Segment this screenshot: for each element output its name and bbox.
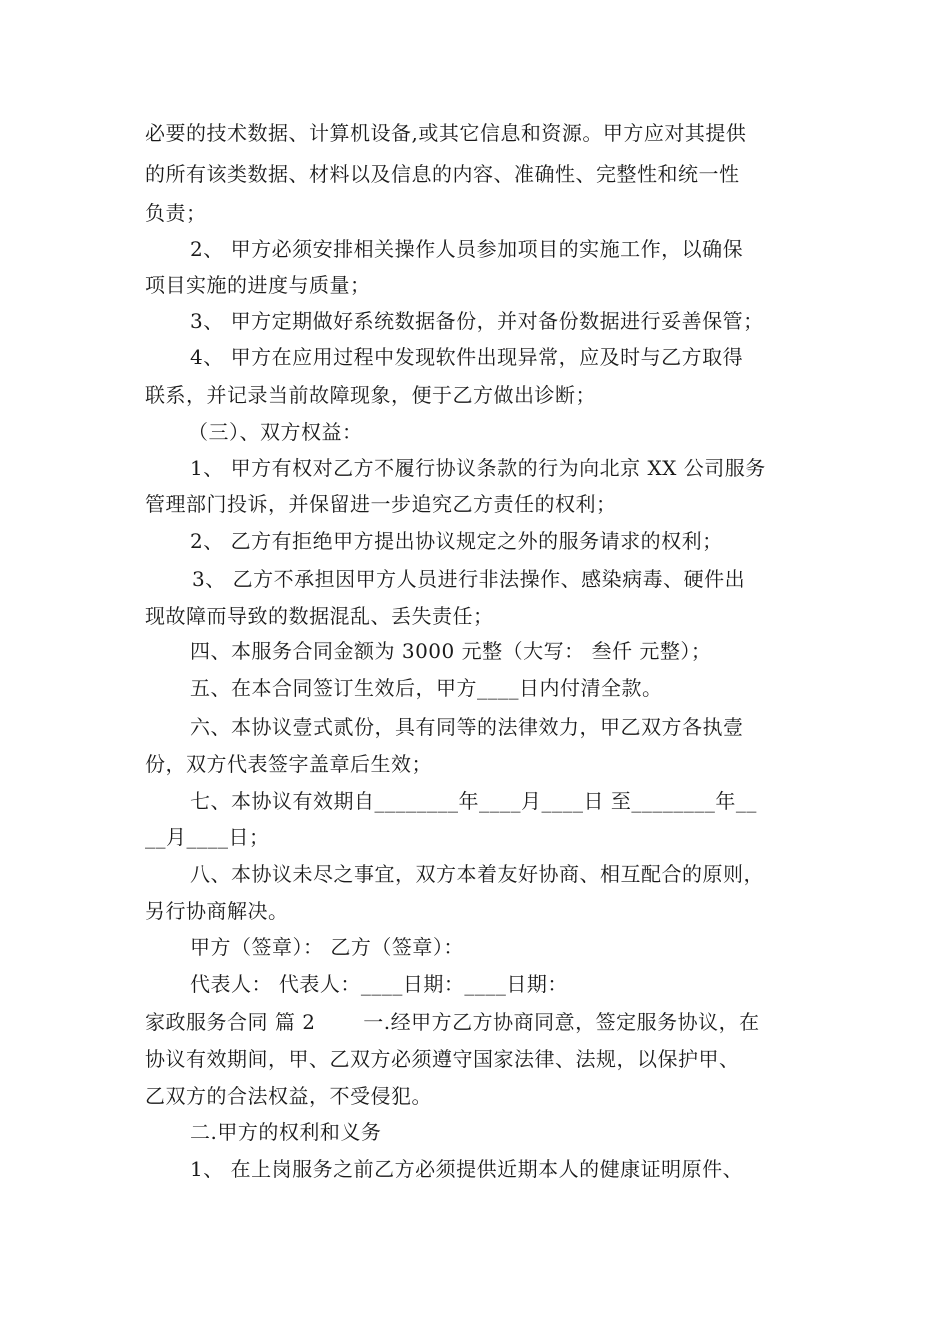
representative-date-line: 代表人： 代表人：____日期：____日期： <box>190 972 568 996</box>
contract-2-title-line: 家政服务合同 篇 2 一.经甲方乙方协商同意，签定服务协议，在 <box>145 1010 760 1034</box>
text-line-26: 协议有效期间，甲、乙双方必须遵守国家法律、法规，以保护甲、 <box>145 1047 740 1071</box>
text-line-19: 七、本协议有效期自________年____月____日 至________年__ <box>190 789 757 813</box>
text-line-21: 八、本协议未尽之事宜，双方本着友好协商、相互配合的原则， <box>190 862 764 886</box>
text-line-27: 乙双方的合法权益，不受侵犯。 <box>145 1084 432 1108</box>
text-line-16: 五、在本合同签订生效后，甲方____日内付清全款。 <box>190 676 663 700</box>
text-line-11: 管理部门投诉，并保留进一步追究乙方责任的权利； <box>145 492 617 516</box>
text-line-14: 现故障而导致的数据混乱、丢失责任； <box>145 604 494 628</box>
text-line-7: 4、 甲方在应用过程中发现软件出现异常，应及时与乙方取得 <box>190 345 744 369</box>
section-heading-2: 二.甲方的权利和义务 <box>190 1120 382 1144</box>
text-line-15: 四、本服务合同金额为 3000 元整（大写： 叁仟 元整）； <box>190 639 712 663</box>
text-line-29: 1、 在上岗服务之前乙方必须提供近期本人的健康证明原件、 <box>190 1157 744 1181</box>
text-line-2: 的所有该类数据、材料以及信息的内容、准确性、完整性和统一性 <box>145 162 740 186</box>
text-line-4: 2、 甲方必须安排相关操作人员参加项目的实施工作，以确保 <box>190 237 744 261</box>
text-line-17: 六、本协议壹式贰份，具有同等的法律效力，甲乙双方各执壹 <box>190 715 744 739</box>
signature-line: 甲方（签章）： 乙方（签章）： <box>190 935 464 959</box>
text-line-12: 2、 乙方有拒绝甲方提出协议规定之外的服务请求的权利； <box>190 529 723 553</box>
text-line-3: 负责； <box>145 201 207 225</box>
section-heading-3: （三）、双方权益： <box>188 420 363 444</box>
text-line-5: 项目实施的进度与质量； <box>145 273 371 297</box>
text-line-10: 1、 甲方有权对乙方不履行协议条款的行为向北京 XX 公司服务 <box>190 456 766 480</box>
text-line-1: 必要的技术数据、计算机设备,或其它信息和资源。甲方应对其提供 <box>145 121 747 145</box>
text-line-13: 3、 乙方不承担因甲方人员进行非法操作、感染病毒、硬件出 <box>192 567 746 591</box>
text-line-8: 联系，并记录当前故障现象，便于乙方做出诊断； <box>145 383 596 407</box>
text-line-20: __月____日； <box>145 825 270 849</box>
text-line-22: 另行协商解决。 <box>145 899 289 923</box>
text-line-18: 份，双方代表签字盖章后生效； <box>145 752 432 776</box>
text-line-6: 3、 甲方定期做好系统数据备份，并对备份数据进行妥善保管； <box>190 309 764 333</box>
